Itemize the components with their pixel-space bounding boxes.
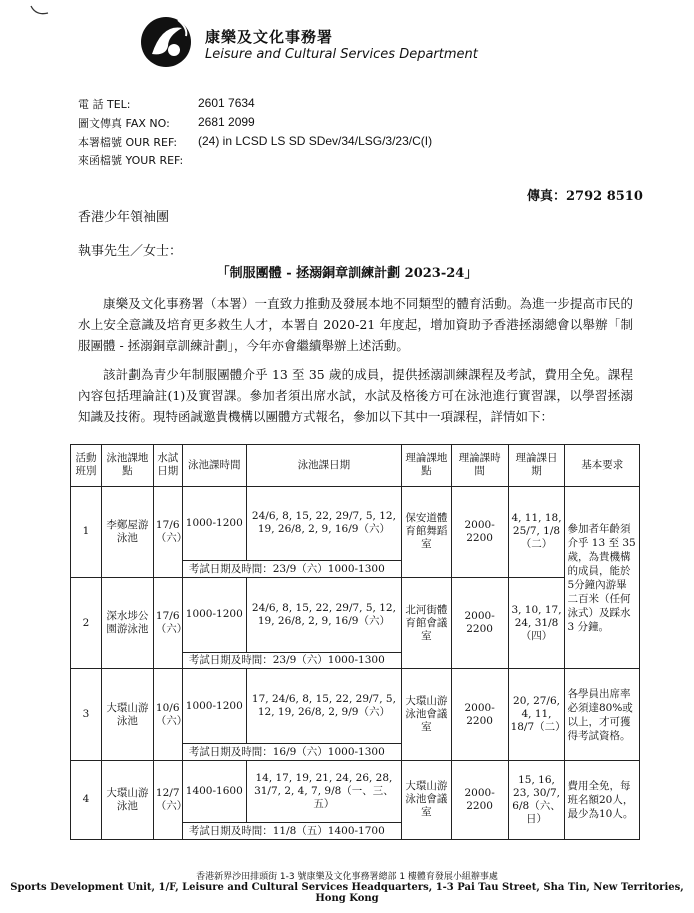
theory-time: 2000-2200 bbox=[451, 760, 508, 839]
our-ref-value: (24) in LCSD LS SD SDev/34/LSG/3/23/C(I) bbox=[198, 134, 433, 148]
water-test-date: 12/7（六） bbox=[153, 760, 182, 839]
col-header: 泳池課地點 bbox=[102, 445, 154, 487]
org-name-chinese: 康樂及文化事務署 bbox=[205, 28, 334, 46]
paragraph-intro: 康樂及文化事務署（本署）一直致力推動及發展本地不同類型的體育活動。為進一步提高市民的水上安全意識及培育更多救生人才，本署自 2020-21 年度起，增加資助予香港拯溺總會以舉辦「制服團體 - 拯溺銅章訓練計劃」，今年亦會繼續舉辦上述活動。 bbox=[78, 296, 633, 353]
org-name-english: Leisure and Cultural Services Department bbox=[205, 47, 478, 62]
table-header-row bbox=[71, 445, 640, 487]
corner-mark bbox=[30, 4, 50, 18]
exam-date: 考試日期及時間：23/9（六）1000-1300 bbox=[182, 652, 401, 669]
pool-dates: 24/6, 8, 15, 22, 29/7, 5, 12, 19, 26/8, 2, 9, 16/9（六） bbox=[246, 578, 401, 653]
col-header: 泳池課時間 bbox=[182, 445, 246, 487]
pool-time: 1000-1200 bbox=[182, 669, 246, 744]
theory-venue: 大環山游泳池會議室 bbox=[402, 669, 452, 760]
footer-address-english: Sports Development Unit, 1/F, Leisure and Cultural Services Headquarters, 1-3 Pai Tau Street, Sha Tin, New Territories, Hong Kong bbox=[10, 882, 684, 904]
table-row bbox=[71, 669, 640, 744]
col-header: 理論課地點 bbox=[402, 445, 452, 487]
theory-venue: 保安道體育館舞蹈室 bbox=[402, 486, 452, 577]
col-header: 理論課時間 bbox=[451, 445, 508, 487]
table-row bbox=[71, 578, 640, 653]
pool-venue: 李鄭屋游泳池 bbox=[102, 486, 154, 577]
fax-value: 2681 2099 bbox=[198, 115, 255, 129]
theory-dates: 3, 10, 17, 24, 31/8（四） bbox=[508, 578, 565, 669]
exam-date: 考試日期及時間：23/9（六）1000-1300 bbox=[182, 561, 401, 578]
class-number: 2 bbox=[71, 578, 102, 669]
pool-time: 1400-1600 bbox=[182, 760, 246, 822]
theory-venue: 大環山游泳池會議室 bbox=[402, 760, 452, 839]
pool-dates: 24/6, 8, 15, 22, 29/7, 5, 12, 19, 26/8, 2, 9, 16/9（六） bbox=[246, 486, 401, 561]
table-row bbox=[71, 760, 640, 822]
pool-time: 1000-1200 bbox=[182, 578, 246, 653]
theory-time: 2000-2200 bbox=[451, 669, 508, 760]
letter-title: 「制服團體 - 拯溺銅章訓練計劃 2023-24」 bbox=[216, 266, 478, 281]
col-header: 活動班別 bbox=[71, 445, 102, 487]
requirement-fee: 費用全免，每班名額20人，最少為10人。 bbox=[565, 760, 640, 839]
theory-time: 2000-2200 bbox=[451, 486, 508, 577]
col-header: 理論課日期 bbox=[508, 445, 565, 487]
footer-address-chinese: 香港新界沙田排頭街 1-3 號康樂及文化事務署總部 1 樓體育發展小組辦事處 bbox=[196, 872, 498, 882]
tel-label: 電 話 TEL: bbox=[78, 98, 131, 111]
fax-label: 圖文傳真 FAX NO: bbox=[78, 117, 170, 130]
theory-dates: 15, 16, 23, 30/7, 6/8（六、日） bbox=[508, 760, 565, 839]
water-test-date: 17/6（六） bbox=[153, 578, 182, 669]
header-fax-row bbox=[78, 115, 255, 131]
class-number: 3 bbox=[71, 669, 102, 760]
lcsd-logo-icon bbox=[138, 14, 194, 70]
pool-venue: 大環山游泳池 bbox=[102, 760, 154, 839]
col-header: 泳池課日期 bbox=[246, 445, 401, 487]
theory-dates: 4, 11, 18, 25/7, 1/8（二） bbox=[508, 486, 565, 577]
theory-dates: 20, 27/6, 4, 11, 18/7（二） bbox=[508, 669, 565, 760]
recipient-fax: 傳真：2792 8510 bbox=[527, 189, 643, 204]
requirement-eligibility: 參加者年齡須介乎 13 至 35 歲，為貴機構的成員，能於5分鐘內游畢二百米（任何泳式）及踩水 3 分鐘。 bbox=[565, 486, 640, 669]
col-header: 水試日期 bbox=[153, 445, 182, 487]
paragraph-details: 該計劃為青少年制服團體介乎 13 至 35 歲的成員，提供拯溺訓練課程及考試，費用全免。課程內容包括理論註(1)及實習課。參加者須出席水試，水試及格後方可在泳池進行實習課，以學習拯溺知識及技術。現特函誠邀貴機構以團體方式報名，參加以下其中一項課程，詳情如下： bbox=[78, 367, 633, 424]
pool-dates: 14, 17, 19, 21, 24, 26, 28, 31/7, 2, 4, 7, 9/8（一、三、五） bbox=[246, 760, 401, 822]
salutation: 執事先生／女士： bbox=[78, 244, 183, 259]
theory-venue: 北河街體育館會議室 bbox=[402, 578, 452, 669]
recipient-name: 香港少年領袖團 bbox=[78, 210, 170, 225]
pool-time: 1000-1200 bbox=[182, 486, 246, 561]
course-schedule-table bbox=[70, 444, 640, 840]
col-header: 基本要求 bbox=[565, 445, 640, 487]
exam-date: 考試日期及時間：11/8（五）1400-1700 bbox=[182, 823, 401, 840]
pool-venue: 大環山游泳池 bbox=[102, 669, 154, 760]
our-ref-label: 本署檔號 OUR REF: bbox=[78, 136, 178, 149]
exam-date: 考試日期及時間：16/9（六）1000-1300 bbox=[182, 744, 401, 761]
water-test-date: 10/6（六） bbox=[153, 669, 182, 760]
requirement-attendance: 各學員出席率必須達80%或以上，才可獲得考試資格。 bbox=[565, 669, 640, 760]
tel-value: 2601 7634 bbox=[198, 96, 255, 110]
header-yourref-row bbox=[78, 152, 198, 168]
water-test-date: 17/6（六） bbox=[153, 486, 182, 577]
header-ourref-row bbox=[78, 134, 432, 150]
table-row bbox=[71, 486, 640, 561]
class-number: 1 bbox=[71, 486, 102, 577]
theory-time: 2000-2200 bbox=[451, 578, 508, 669]
pool-dates: 17, 24/6, 8, 15, 22, 29/7, 5, 12, 19, 26/8, 2, 9/9（六） bbox=[246, 669, 401, 744]
header-tel-row bbox=[78, 96, 255, 112]
pool-venue: 深水埗公園游泳池 bbox=[102, 578, 154, 669]
your-ref-label: 來函檔號 YOUR REF: bbox=[78, 154, 184, 167]
class-number: 4 bbox=[71, 760, 102, 839]
